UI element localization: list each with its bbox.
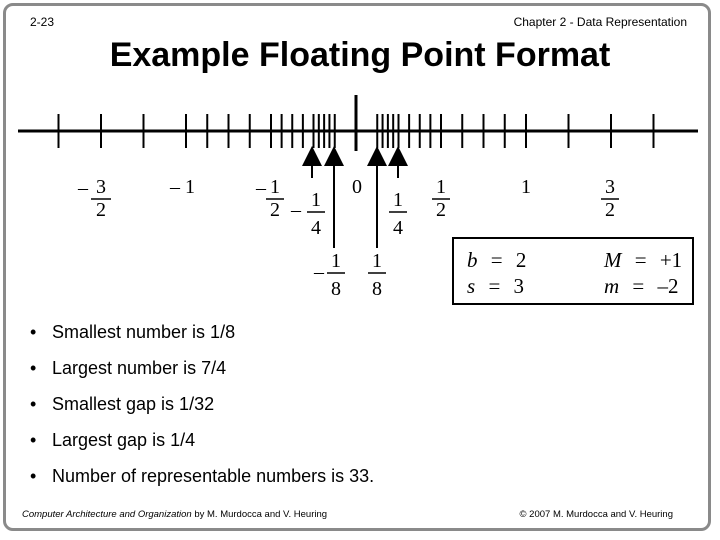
svg-text:1: 1 — [185, 176, 195, 198]
param-M: M = +1 — [604, 248, 683, 272]
label-neg-quarter — [290, 189, 325, 239]
svg-text:3: 3 — [605, 176, 615, 198]
label-neg-three-halves — [77, 176, 111, 221]
label-half — [432, 176, 450, 221]
label-eighth — [368, 250, 386, 300]
bullet-item: • Smallest number is 1/8 — [30, 322, 236, 342]
footer-copyright: © 2007 M. Murdocca and V. Heuring — [519, 509, 673, 520]
param-s: s = 3 — [467, 274, 525, 298]
svg-text:1: 1 — [393, 189, 403, 211]
svg-text:8: 8 — [372, 278, 382, 300]
label-neg-half — [255, 176, 284, 221]
svg-text:4: 4 — [393, 217, 403, 239]
label-neg-one — [169, 176, 195, 198]
slide-title: Example Floating Point Format — [109, 36, 611, 74]
svg-text:1: 1 — [270, 176, 280, 198]
svg-text:1: 1 — [331, 250, 341, 272]
label-neg-eighth — [313, 250, 345, 300]
svg-text:1: 1 — [311, 189, 321, 211]
footer-citation: Computer Architecture and Organization by M. Murdocca and V. Heuring — [22, 509, 328, 520]
bullet-item: • Number of representable numbers is 33. — [30, 466, 375, 486]
param-b: b = 2 — [467, 248, 527, 272]
chapter-label: Chapter 2 - Data Representation — [513, 15, 687, 29]
svg-text:4: 4 — [311, 217, 321, 239]
bullet-dot-icon: • — [30, 466, 37, 486]
svg-text:1: 1 — [521, 176, 531, 198]
svg-text:2: 2 — [270, 199, 280, 221]
label-quarter — [389, 189, 407, 239]
label-three-halves — [601, 176, 619, 221]
svg-text:1: 1 — [372, 250, 382, 272]
svg-text:–: – — [314, 261, 324, 283]
bullet-dot-icon: • — [30, 358, 37, 378]
bullet-list — [30, 320, 374, 500]
parameter-box — [452, 237, 694, 305]
label-one — [521, 176, 531, 198]
svg-text:3: 3 — [96, 176, 106, 198]
bullet-dot-icon: • — [30, 430, 37, 450]
svg-text:2: 2 — [96, 199, 106, 221]
svg-text:8: 8 — [331, 278, 341, 300]
svg-text:0: 0 — [352, 176, 362, 198]
bullet-dot-icon: • — [30, 394, 37, 414]
svg-text:–: – — [78, 177, 88, 199]
param-m: m = –2 — [604, 274, 679, 298]
bullet-item: • Largest number is 7/4 — [30, 358, 227, 378]
svg-text:–: – — [291, 199, 301, 221]
svg-text:2: 2 — [605, 199, 615, 221]
svg-text:–: – — [170, 176, 180, 198]
svg-text:2: 2 — [436, 199, 446, 221]
bullet-item: • Largest gap is 1/4 — [30, 430, 196, 450]
svg-text:1: 1 — [436, 176, 446, 198]
svg-text:–: – — [256, 177, 266, 199]
bullet-dot-icon: • — [30, 322, 37, 342]
bullet-item: • Smallest gap is 1/32 — [30, 394, 215, 414]
label-zero — [352, 176, 362, 198]
slide-number: 2-23 — [30, 15, 55, 29]
tick-marks — [59, 95, 654, 151]
